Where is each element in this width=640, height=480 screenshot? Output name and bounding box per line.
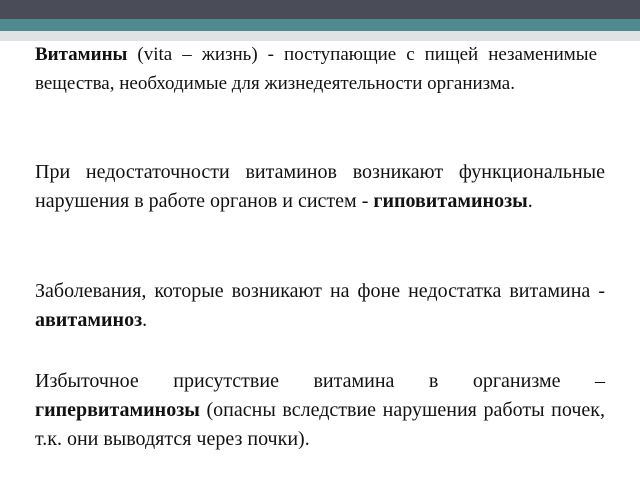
definition-term: Витамины	[35, 44, 128, 65]
avitaminosis-end: .	[142, 309, 148, 331]
hypovitaminosis-paragraph	[35, 158, 605, 216]
header-bar-dark	[0, 0, 640, 19]
hypovitaminosis-term: гиповитаминозы	[373, 190, 528, 212]
hypervitaminosis-term: гипервитаминозы	[35, 399, 200, 421]
avitaminosis-paragraph	[35, 277, 605, 335]
hypervitaminosis-text: Избыточное присутствие витамина в организме –	[35, 370, 605, 392]
definition-paragraph	[35, 40, 597, 98]
header-bar-teal	[0, 19, 640, 31]
avitaminosis-text: Заболевания, которые возникают на фоне недостатка витамина -	[35, 280, 605, 302]
hypovitaminosis-text: При недостаточности витаминов возникают функциональные нарушения в работе органов и систем -	[35, 161, 605, 212]
avitaminosis-term: авитаминоз	[35, 309, 143, 331]
hypervitaminosis-paragraph	[35, 367, 605, 454]
hypervitaminosis-end: (опасны вследствие нарушения работы почек, т.к. они выводятся через почки).	[35, 399, 605, 450]
definition-text: (vita – жизнь) - поступающие с пищей незаменимые вещества, необходимые для жизнедеятельности организма.	[35, 44, 597, 94]
hypovitaminosis-end: .	[527, 190, 533, 212]
